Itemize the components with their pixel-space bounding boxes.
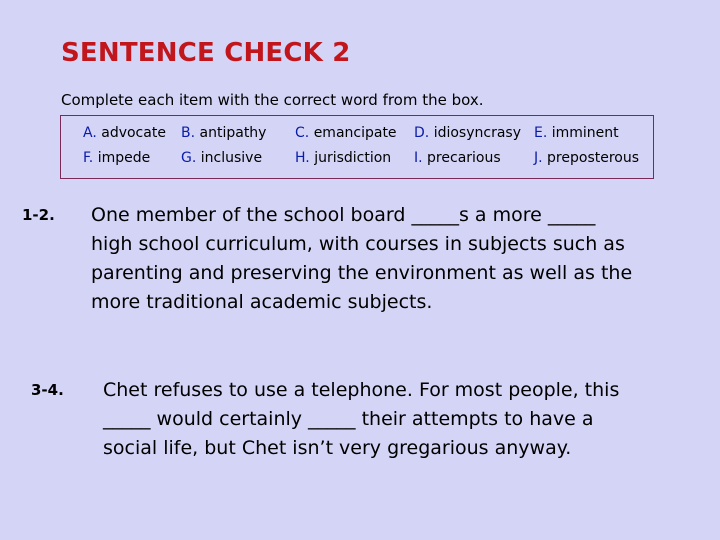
option-word: precarious (427, 150, 501, 166)
page-title: SENTENCE CHECK 2 (61, 38, 351, 68)
option-word: preposterous (547, 150, 640, 166)
option-word: antipathy (199, 125, 267, 141)
option-letter: F. (83, 150, 94, 166)
word-box (60, 115, 654, 179)
sentence-line: parenting and preserving the environment as well as the (91, 262, 633, 284)
option-c (295, 125, 397, 141)
sentence-line: One member of the school board _____s a more _____ (91, 204, 596, 226)
option-letter: I. (414, 150, 423, 166)
item-sentence (91, 201, 632, 317)
option-letter: A. (83, 125, 97, 141)
option-letter: B. (181, 125, 196, 141)
sentence-line: _____ would certainly _____ their attempts to have a (103, 408, 594, 430)
option-f (83, 150, 150, 166)
option-letter: D. (414, 125, 430, 141)
option-a (83, 125, 166, 141)
option-word: emancipate (313, 125, 397, 141)
option-letter: E. (534, 125, 548, 141)
option-word: inclusive (200, 150, 263, 166)
option-e (534, 125, 619, 141)
option-word: advocate (101, 125, 166, 141)
option-word: jurisdiction (314, 150, 392, 166)
option-letter: G. (181, 150, 197, 166)
option-word: imminent (551, 125, 619, 141)
sentence-line: more traditional academic subjects. (91, 291, 433, 313)
option-letter: H. (295, 150, 310, 166)
option-letter: J. (534, 150, 543, 166)
option-word: impede (97, 150, 151, 166)
sentence-line: Chet refuses to use a telephone. For most people, this (103, 379, 620, 401)
sentence-line: high school curriculum, with courses in subjects such as (91, 233, 625, 255)
option-word: idiosyncrasy (433, 125, 521, 141)
option-j (534, 150, 639, 166)
instructions-text: Complete each item with the correct word from the box. (61, 91, 484, 109)
item-number: 1-2. (22, 206, 55, 224)
option-h (295, 150, 391, 166)
sentence-line: social life, but Chet isn’t very gregarious anyway. (103, 437, 572, 459)
item-number: 3-4. (31, 381, 64, 399)
item-sentence (103, 376, 619, 463)
option-letter: C. (295, 125, 310, 141)
option-g (181, 150, 262, 166)
option-d (414, 125, 521, 141)
option-b (181, 125, 266, 141)
option-i (414, 150, 501, 166)
